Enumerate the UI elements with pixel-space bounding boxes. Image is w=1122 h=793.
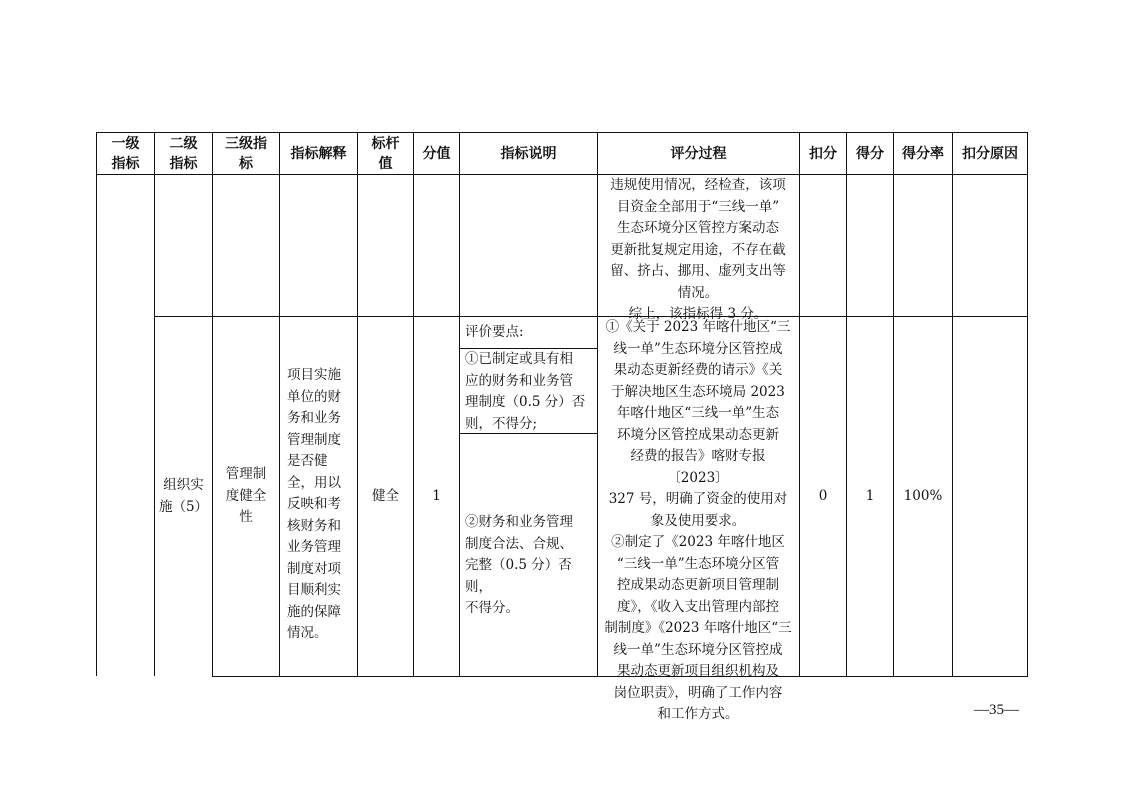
row2-level3: 管理制 度健全 性 <box>225 466 267 526</box>
header-level2: 二级 指标 <box>169 135 198 172</box>
header-explanation: 指标解释 <box>290 145 347 162</box>
row2-explanation: 项目实施 单位的财 务和业务 管理制度 是否健 全，用以 反映和考 核财务和 业务管理 制度对项 目顺利实 施的保障 情况。 <box>287 367 341 641</box>
row2-reason <box>953 317 1027 676</box>
row2-process: ①《关于 2023 年喀什地区“三 线一单”生态环境分区管控成 果动态更新经费的请示》《关 于解决地区生态环境局 2023 年喀什地区“三线一单”生态 环境分区管控成果动态更新 经费的报告》喀财专报〔2023〕 327 号，明确了资金的使用对 象及使用要求。 ②制定了《2023 年喀什地区 “三线一单”生态环境分区管 控成果动态更新项目管理制 度》，《收入支出管理内部控 制制度》《2023 年喀什地区“三 线一单”生态环境分区管控成 果动态更新项目组织机构及 岗位职责》，明确了工作内容 和工作方式。 <box>604 319 792 722</box>
row2-deduction: 0 <box>818 487 828 504</box>
row2-benchmark: 健全 <box>372 487 399 504</box>
header-reason: 扣分原因 <box>962 145 1018 162</box>
row2-desc-item1: ①已制定或具有相 应的财务和业务管 理制度（0.5 分）否 则，不得分; <box>465 351 586 432</box>
row2-desc-header: 评价要点: <box>465 324 524 340</box>
header-description: 指标说明 <box>500 145 557 162</box>
row2-level2: 组织实 施（5） <box>158 477 209 515</box>
header-score-value: 分值 <box>422 145 451 162</box>
row2-score-value: 1 <box>432 487 441 504</box>
row2-score: 1 <box>865 487 875 504</box>
row2-desc-item2: ②财务和业务管理 制度合法、合规、 完整（0.5 分）否则， 不得分。 <box>465 514 573 616</box>
page-number: —35— <box>974 702 1019 718</box>
header-process: 评分过程 <box>670 145 727 162</box>
header-score: 得分 <box>856 145 884 162</box>
header-deduction: 扣分 <box>809 145 837 162</box>
header-benchmark: 标杆 值 <box>371 135 400 172</box>
row2-rate: 100% <box>903 487 943 504</box>
row1-process: 违规使用情况，经检查，该项 目资金全部用于“三线一单” 生态环境分区管控方案动态 更新批复规定用途，不存在截 留、挤占、挪用、虚列支出等 情况。 综上，该指标得 3 分。 <box>610 177 786 322</box>
header-rate: 得分率 <box>902 145 944 162</box>
header-level1: 一级 指标 <box>111 135 140 172</box>
header-level3: 三级指 标 <box>225 135 267 172</box>
